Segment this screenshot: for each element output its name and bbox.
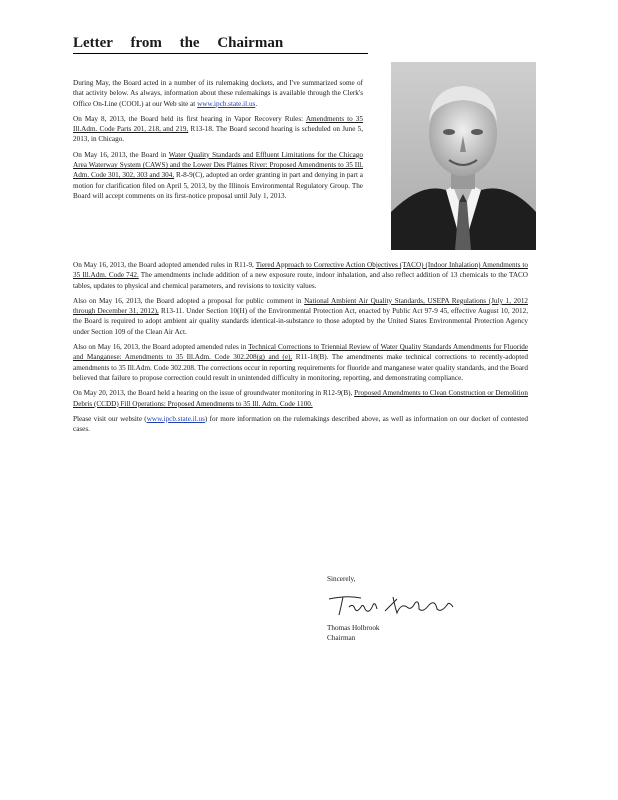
intro-column: [73, 78, 363, 206]
website-link[interactable]: www.ipcb.state.il.us: [197, 99, 256, 108]
paragraph-text: On May 20, 2013, the Board held a hearing on the issue of groundwater monitoring in R12-9(B),: [73, 389, 353, 398]
page-title: Letter from the Chairman: [73, 35, 284, 51]
rulemaking-title: Tiered Approach to Corrective Action Objectives (TACO) (Indoor Inhalation) Amendments to 35 Ill.Adm. Code 742.: [73, 261, 528, 280]
paragraph-text: On May 16, 2013, the Board adopted amended rules in R11-9,: [73, 261, 254, 269]
website-link[interactable]: www.ipcb.state.il.us: [146, 414, 205, 423]
handwritten-signature: [327, 593, 457, 619]
paragraph-text: R13-18. The Board second hearing is scheduled on June 5, 2013, in Chicago.: [73, 125, 363, 144]
paragraph-text: ) for more information on the rulemakings described above, as well as information on our docket of contested cases.: [73, 414, 528, 434]
closing: Sincerely,: [327, 575, 356, 583]
paragraph-intro: [73, 78, 363, 109]
rulemaking-title: Amendments to 35 Ill.Adm. Code Parts 201, 218, and 219,: [73, 114, 363, 134]
paragraph-air-quality: [73, 296, 528, 337]
rulemaking-title: National Ambient Air Quality Standards, USEPA Regulations (July 1, 2012 through December 31, 2012),: [73, 296, 529, 316]
paragraph-text: On May 8, 2013, the Board held its first hearing in Vapor Recovery Rules:: [73, 114, 304, 123]
paragraph-taco: [73, 260, 528, 291]
paragraph-text: R-8-9(C), adopted an order granting in part and denying in part a motion for clarification filed on April 5, 2013, by the Illinois Environmental Regulatory Group. The Board will accept comments on its first-notice proposal until July 1, 2013.: [73, 171, 363, 200]
signature-block: [327, 574, 497, 644]
paragraph-vapor-recovery: [73, 114, 363, 145]
paragraph-text: Please visit our website (: [73, 414, 147, 423]
main-column: [73, 260, 528, 439]
paragraph-text: The amendments include addition of a new exposure route, indoor inhalation, and also reflect addition of 13 chemicals to the TACO tables, updates to physical and chemical parameters, and revisions to toxicity values.: [73, 271, 528, 290]
title-underline: [73, 53, 368, 54]
signer-name: Thomas Holbrook: [327, 623, 380, 632]
paragraph-text: Also on May 16, 2013, the Board adopted amended rules in: [73, 343, 247, 352]
paragraph-text: .: [255, 99, 258, 108]
paragraph-ccdd: [73, 388, 528, 409]
rulemaking-title: Water Quality Standards and Effluent Limitations for the Chicago Area Waterway System (CAWS) and the Lower Des Plaines River: Proposed Amendments to 35 Ill. Adm. Code 301, 302, 303 and 304,: [73, 150, 363, 180]
paragraph-website: [73, 414, 528, 435]
rulemaking-title: Technical Corrections to Triennial Review of Water Quality Standards Amendments for Fluoride and Manganese: Amendments to 35 Ill.Adm. Code 302.208(g) and (e),: [73, 343, 529, 362]
rulemaking-title: Proposed Amendments to Clean Construction or Demolition Debris (CCDD) Fill Operations: Proposed Amendments to 35 Ill. Adm. Code 1100.: [73, 389, 528, 408]
paragraph-text: On May 16, 2013, the Board in: [73, 150, 167, 159]
paragraph-text: R11-18(B). The amendments make technical corrections to recently-adopted amendments to 35 Ill.Adm. Code 302.208. The corrections occur in reporting requirements for fluoride and manganese water quality standards, and the Board believed that failure to propose correction could result in unintended difficulty in monitoring, reporting, and demonstrating compliance.: [73, 353, 529, 382]
chairman-portrait-image: [391, 62, 536, 250]
paragraph-text: Also on May 16, 2013, the Board adopted a proposal for public comment in: [73, 296, 302, 305]
chairman-photo: [391, 62, 536, 250]
paragraph-text: R13-11. Under Section 10(H) of the Environmental Protection Act, enacted by Public Act 97-9 45, effective August 10, 2012, the Board is required to adopt ambient air quality standards identical-in-substance to those adopted by the United States Environmental Protection Agency under Section 109 of the Clean Air Act.: [73, 307, 528, 336]
paragraph-water-quality: [73, 342, 528, 383]
paragraph-caws: [73, 150, 363, 201]
paragraph-text: During May, the Board acted in a number of its rulemaking dockets, and I've summarized some of that activity below. As always, information about these rulemakings is available through the Clerk's Office On-Line (COOL) at our Web site at: [73, 79, 363, 108]
signer-role: Chairman: [327, 634, 356, 642]
